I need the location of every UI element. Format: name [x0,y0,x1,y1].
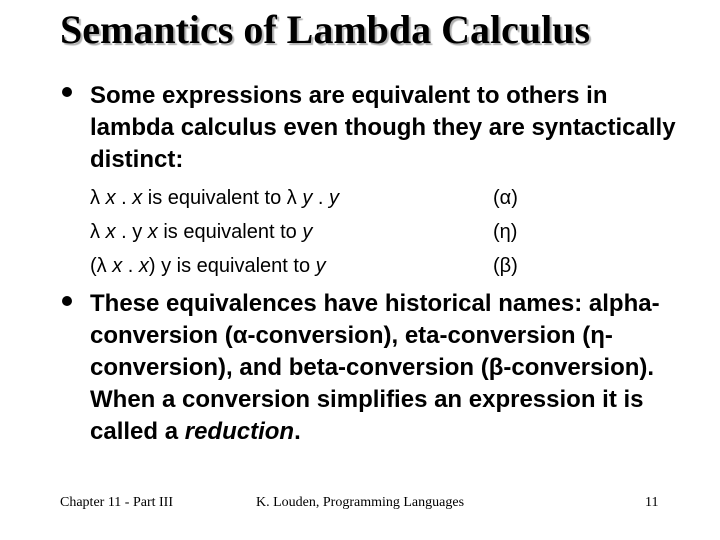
bullet-dot [62,296,72,306]
equivalence-expression-alpha: λ x . x is equivalent to λ y . y [90,187,339,209]
footer-author: K. Louden, Programming Languages [256,495,465,510]
footer-page-number: 11 [645,495,659,510]
footer-chapter: Chapter 11 - Part III [60,495,173,510]
bullet-dot [62,87,72,97]
equivalence-label-beta: (β) [493,255,518,277]
equivalence-label-alpha: (α) [493,187,518,209]
equivalence-expression-eta: λ x . y x is equivalent to y [90,221,313,243]
bullet-text-2: These equivalences have historical names: alpha-conversion (α-conversion), eta-conversion (η-conversion), and beta-conversion (β-conversion). When a conversion simplifies an expression it is called a reduction. [90,290,660,445]
equivalence-label-eta: (η) [493,221,518,243]
bullet-text-1: Some expressions are equivalent to others in lambda calculus even though they are syntactically distinct: [90,82,676,173]
slide-title: Semantics of Lambda Calculus [60,7,591,52]
equivalence-expression-beta: (λ x . x) y is equivalent to y [90,255,326,277]
